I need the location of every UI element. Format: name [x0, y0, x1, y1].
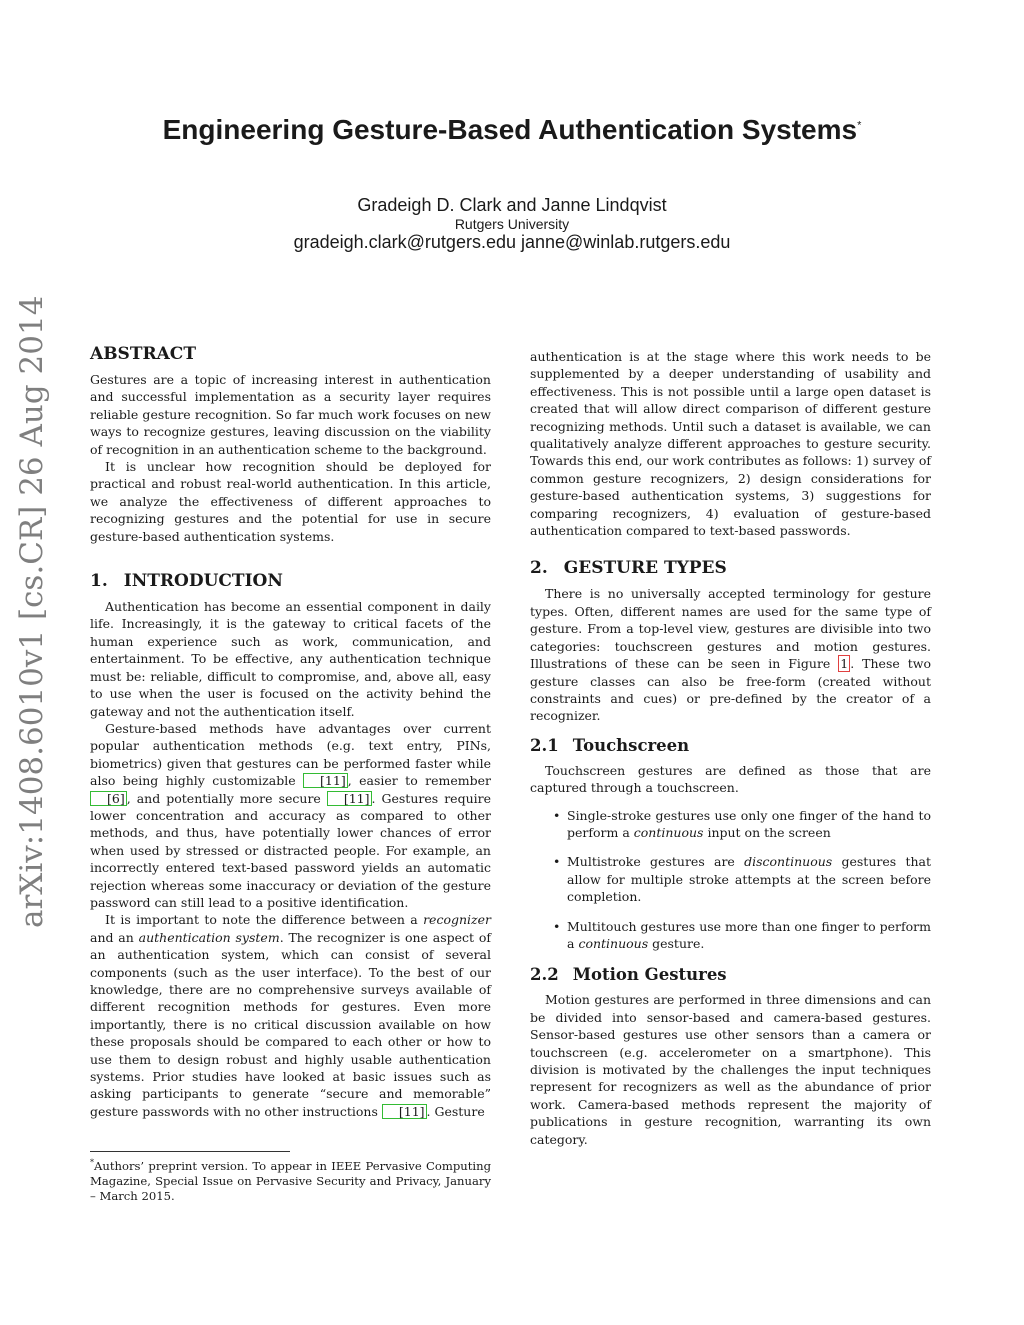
- intro-paragraph-1: Authentication has become an essential component in daily life. Increasingly, it is the gateway to critical facets of the human experience such as work, communication, and entertainment. To be effective, any authentication technique must be: reliable, difficult to compromise, and, above all, easy to use when the user is focused on the activity behind the gateway and not the authentication itself.: [90, 599, 491, 719]
- author-affiliation: Rutgers University: [454, 216, 570, 232]
- motion-gestures-heading: 2.2 Motion Gestures: [530, 965, 727, 985]
- title-footnote-mark: *: [857, 119, 862, 132]
- touchscreen-heading: 2.1 Touchscreen: [530, 735, 690, 755]
- touchscreen-gesture-list: [530, 807, 931, 953]
- footnote-rule: [90, 1151, 290, 1152]
- list-item: • Multitouch gestures use more than one finger to perform a continuous gesture.: [530, 918, 931, 953]
- intro-heading: 1. INTRODUCTION: [90, 571, 283, 592]
- paper-title: Engineering Gesture-Based Authentication Systems*: [162, 114, 862, 145]
- abstract-heading: ABSTRACT: [90, 344, 196, 364]
- footnote: *Authors’ preprint version. To appear in IEEE Pervasive Computing Magazine, Special Issue on Pervasive Security and Privacy, January – March 2015.: [90, 1158, 491, 1203]
- intro-paragraph-2: Gesture-based methods have advantages over current popular authentication methods (e.g. text entry, PINs, biometrics) given that gestures can be performed faster while also being highly customizable [11] , easier to remember [6] , and potentially more secure [11] . Gestures require lower concentration and accuracy as compared to other methods, and thus, have potentially lower chances of error when used by stressed or distracted people. For example, an incorrectly entered text-based password yields an automatic rejection whereas some inaccuracy or deviation of the gesture password can still lead to a positive identification.: [90, 720, 491, 910]
- citation-link[interactable]: [11]: [303, 773, 348, 788]
- arxiv-stamp: arXiv:1408.6010v1 [cs.CR] 26 Aug 2014: [14, 295, 50, 928]
- left-column: [90, 343, 491, 1120]
- author-names: Gradeigh D. Clark and Janne Lindqvist: [357, 195, 667, 215]
- abstract-paragraph-1: Gestures are a topic of increasing interest in authentication and successful implementation as a security layer requires reliable gesture recognition. So far much work focuses on new ways to recognize gestures, leaving discussion on the viability of recognition in an authentication scheme to the background.: [90, 372, 491, 457]
- list-item: • Multistroke gestures are discontinuous gestures that allow for multiple stroke attempts at the screen before completion.: [530, 853, 931, 905]
- list-item: • Single-stroke gestures use only one finger of the hand to perform a continuous input on the screen: [530, 807, 931, 842]
- citation-link[interactable]: [6]: [90, 791, 127, 806]
- author-emails: gradeigh.clark@rutgers.edu janne@winlab.rutgers.edu: [293, 232, 731, 252]
- gesture-types-paragraph: There is no universally accepted terminology for gesture types. Often, different names are used for the same type of gesture. From a top-level view, gestures are divisible into two categories: touchscreen gestures and motion gestures. Illustrations of these can be seen in Figure 1 . These two gesture classes can also be free-form (created without constraints and cues) or pre-defined by the creator of a recognizer.: [530, 586, 931, 724]
- citation-link[interactable]: [11]: [382, 1104, 427, 1119]
- gesture-types-heading: 2. GESTURE TYPES: [530, 558, 727, 579]
- intro-paragraph-3: It is important to note the difference between a recognizer and an authentication system. The recognizer is one aspect of an authentication system, which can consist of several components (such as the user interface). To the best of our knowledge, there are no comprehensive surveys available of different recognition methods for gestures. Even more importantly, there is no critical discussion available on how these proposals should be compared to each other or how to use them to design robust and highly usable authentication systems. Prior studies have looked at basic issues such as asking participants to generate “secure and memorable” gesture passwords with no other instructions [11] . Gesture: [90, 912, 491, 1119]
- abstract-paragraph-2: It is unclear how recognition should be deployed for practical and robust real-world authentication. In this article, we analyze the effectiveness of different approaches to recognizing gestures and the potential for use in secure gesture-based authentication systems.: [90, 459, 491, 544]
- right-column: [530, 348, 931, 1148]
- touchscreen-paragraph: Touchscreen gestures are defined as those that are captured through a touchscreen.: [530, 762, 931, 796]
- citation-link[interactable]: [11]: [327, 791, 372, 806]
- figure-link[interactable]: 1: [840, 656, 849, 672]
- intro-continuation: authentication is at the stage where this work needs to be supplemented by a deeper understanding of usability and effectiveness. This is not possible until a large open dataset is created that will allow direct comparison of different gesture recognizing methods. Until such a dataset is available, we can qualitatively analyze different approaches to gesture security. Towards this end, our work contributes as follows: 1) survey of common gesture recognizers, 2) design considerations for gesture-based authentication systems, 3) suggestions for comparing recognizers, 4) evaluation of gesture-based authentication compared to text-based passwords.: [530, 349, 931, 539]
- motion-gestures-paragraph: Motion gestures are performed in three dimensions and can be divided into sensor-based and camera-based gestures. Sensor-based gestures use other sensors than a camera or touchscreen (e.g. accelerometer on a smartphone). This division is motivated by the challenges the input techniques represent for recognizers as well as the abundance of prior work. Camera-based methods represent the majority of publications in gesture recognition, warranting its own category.: [530, 992, 931, 1147]
